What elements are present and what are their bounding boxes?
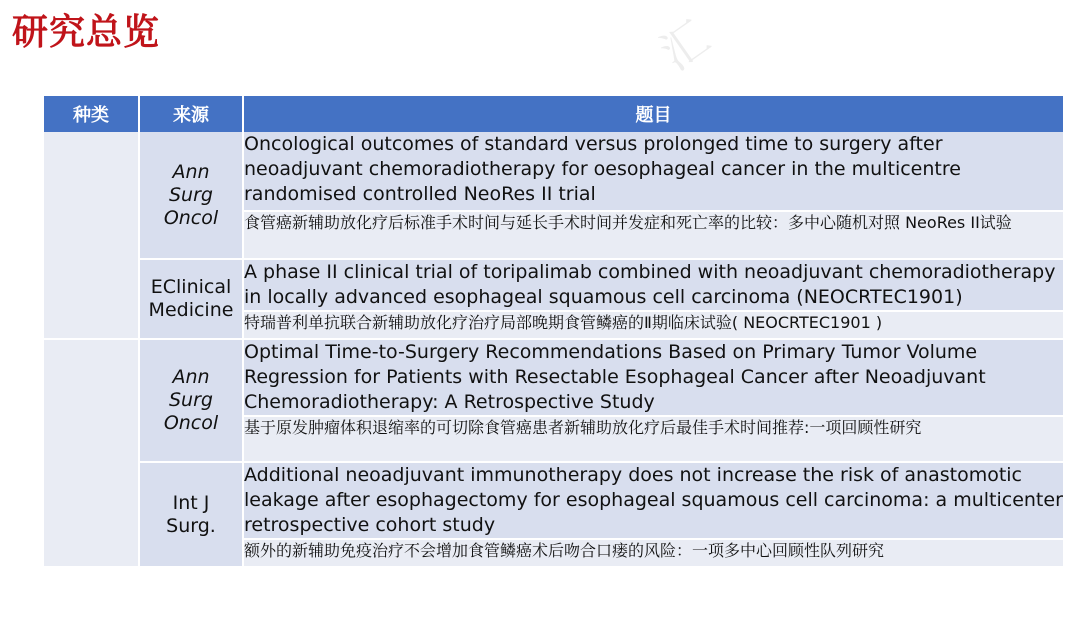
title-en-cell: A phase II clinical trial of toripalimab combined with neoadjuvant chemoradiotherapy in locally advanced esophageal squamous cell carcinoma (NEOCRTEC1901): [243, 259, 1064, 311]
type-cell: [44, 132, 139, 339]
title-zh-cell: 额外的新辅助免疫治疗不会增加食管鳞癌术后吻合口瘘的风险：一项多中心回顾性队列研究: [243, 539, 1064, 567]
page-title: 研究总览: [12, 12, 161, 53]
table-header-row: [44, 96, 1064, 132]
title-en-cell: Additional neoadjuvant immunotherapy does not increase the risk of anastomotic leakage after esophagectomy for esophageal squamous cell carcinoma: a multicenter retrospective cohort study: [243, 462, 1064, 539]
source-cell: Int J Surg.: [139, 462, 243, 567]
title-en-cell: Optimal Time-to-Surgery Recommendations Based on Primary Tumor Volume Regression for Patients with Resectable Esophageal Cancer after Neoadjuvant Chemoradiotherapy: A Retrospective Study: [243, 339, 1064, 416]
overview-table: [44, 96, 1065, 568]
table-row: [44, 339, 1064, 416]
header-title: 题目: [243, 96, 1064, 132]
table-row: [44, 462, 1064, 539]
source-cell: Ann Surg Oncol: [139, 339, 243, 462]
source-cell: EClinical Medicine: [139, 259, 243, 339]
source-cell: Ann Surg Oncol: [139, 132, 243, 259]
title-en-cell: Oncological outcomes of standard versus prolonged time to surgery after neoadjuvant chemoradiotherapy for oesophageal cancer in the multicentre randomised controlled NeoRes II trial: [243, 132, 1064, 211]
header-type: 种类: [44, 96, 139, 132]
title-zh-cell: 特瑞普利单抗联合新辅助放化疗治疗局部晚期食管鳞癌的Ⅱ期临床试验( NEOCRTEC1901 ): [243, 311, 1064, 339]
watermark: 汇: [650, 10, 720, 81]
header-source: 来源: [139, 96, 243, 132]
title-zh-cell: 食管癌新辅助放化疗后标准手术时间与延长手术时间并发症和死亡率的比较：多中心随机对照 NeoRes II试验: [243, 211, 1064, 259]
table-row: [44, 132, 1064, 211]
title-zh-cell: 基于原发肿瘤体积退缩率的可切除食管癌患者新辅助放化疗后最佳手术时间推荐:一项回顾性研究: [243, 416, 1064, 462]
type-cell: [44, 339, 139, 567]
table-row: [44, 259, 1064, 311]
